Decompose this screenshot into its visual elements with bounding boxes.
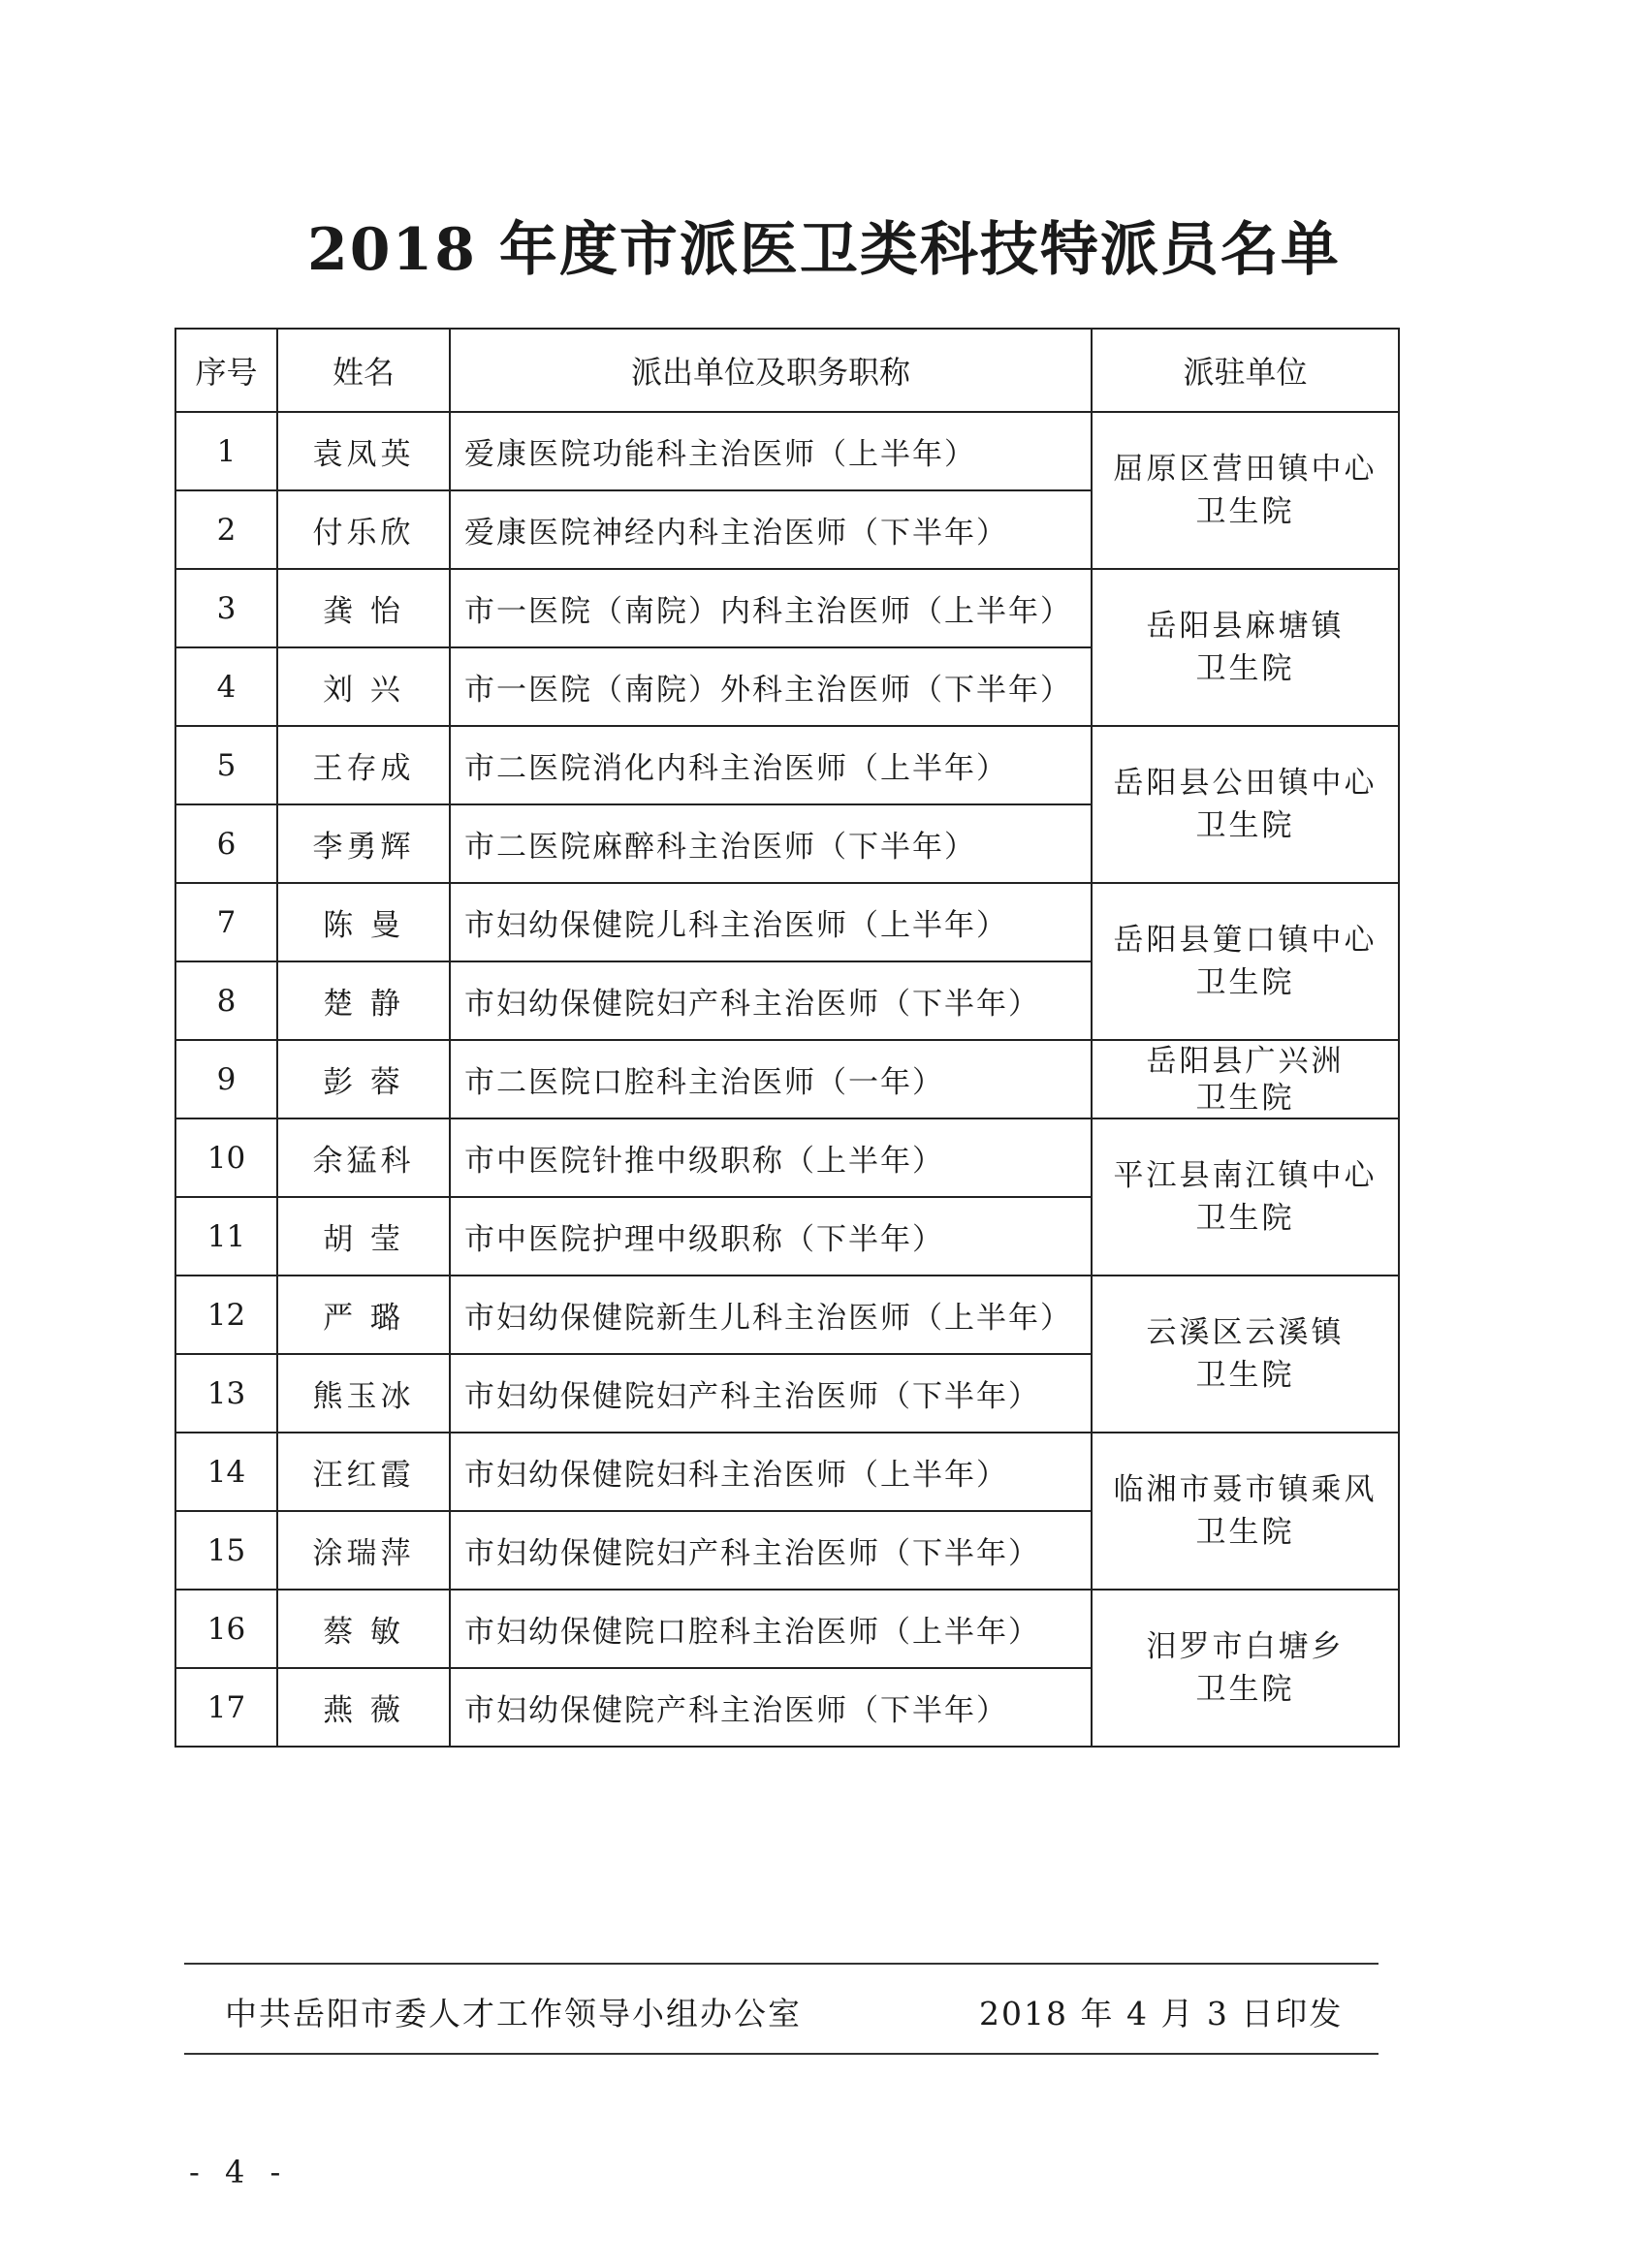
unit-cell: 市二医院消化内科主治医师（上半年）: [450, 726, 1092, 804]
unit-cell: 市妇幼保健院妇产科主治医师（下半年）: [450, 961, 1092, 1040]
footer-date: 2018 年 4 月 3 日印发: [979, 1995, 1344, 2032]
dest-cell: [1092, 726, 1399, 883]
seq-cell: 17: [175, 1668, 277, 1747]
dest-line2: 卫生院: [1195, 494, 1295, 529]
unit-cell: 市二医院口腔科主治医师（一年）: [450, 1040, 1092, 1118]
dest-cell: [1092, 1276, 1399, 1433]
table-row: [175, 1040, 1399, 1118]
table-header-row: [175, 329, 1399, 412]
dest-line2: 卫生院: [1195, 651, 1295, 686]
unit-cell: 市妇幼保健院产科主治医师（下半年）: [450, 1668, 1092, 1747]
dest-cell: [1092, 569, 1399, 726]
table-row: [175, 412, 1399, 490]
seq-cell: 8: [175, 961, 277, 1040]
name-cell: 彭 蓉: [277, 1040, 450, 1118]
dest-line2: 卫生院: [1195, 1672, 1295, 1707]
dest-line1: 岳阳县筻口镇中心: [1113, 923, 1378, 958]
unit-cell: 市妇幼保健院妇产科主治医师（下半年）: [450, 1354, 1092, 1433]
unit-cell: 市妇幼保健院儿科主治医师（上半年）: [450, 883, 1092, 961]
dest-cell: [1092, 1118, 1399, 1276]
unit-cell: 爱康医院神经内科主治医师（下半年）: [450, 490, 1092, 569]
dest-cell: [1092, 1433, 1399, 1590]
dest-line1: 云溪区云溪镇: [1146, 1315, 1345, 1350]
seq-cell: 12: [175, 1276, 277, 1354]
seq-cell: 2: [175, 490, 277, 569]
dest-line2: 卫生院: [1195, 1515, 1295, 1550]
table-row: [175, 1118, 1399, 1197]
name-cell: 余猛科: [277, 1118, 450, 1197]
table-row: [175, 883, 1399, 961]
dest-line2: 卫生院: [1195, 1358, 1295, 1393]
seq-cell: 10: [175, 1118, 277, 1197]
table-row: [175, 569, 1399, 647]
seq-cell: 11: [175, 1197, 277, 1276]
footer-issuer: 中共岳阳市委人才工作领导小组办公室: [225, 1995, 802, 2032]
unit-cell: 市妇幼保健院新生儿科主治医师（上半年）: [450, 1276, 1092, 1354]
name-cell: 袁凤英: [277, 412, 450, 490]
header-name: 姓名: [277, 329, 450, 412]
dest-line1: 平江县南江镇中心: [1113, 1158, 1378, 1193]
seq-cell: 7: [175, 883, 277, 961]
name-cell: 陈 曼: [277, 883, 450, 961]
unit-cell: 市二医院麻醉科主治医师（下半年）: [450, 804, 1092, 883]
unit-cell: 市中医院针推中级职称（上半年）: [450, 1118, 1092, 1197]
name-cell: 楚 静: [277, 961, 450, 1040]
roster-table: [174, 328, 1400, 1748]
seq-cell: 4: [175, 647, 277, 726]
dest-line1: 屈原区营田镇中心: [1113, 452, 1378, 487]
unit-cell: 市中医院护理中级职称（下半年）: [450, 1197, 1092, 1276]
name-cell: 李勇辉: [277, 804, 450, 883]
seq-cell: 5: [175, 726, 277, 804]
name-cell: 龚 怡: [277, 569, 450, 647]
unit-cell: 市妇幼保健院口腔科主治医师（上半年）: [450, 1590, 1092, 1668]
name-cell: 熊玉冰: [277, 1354, 450, 1433]
unit-cell: 市妇幼保健院妇产科主治医师（下半年）: [450, 1511, 1092, 1590]
name-cell: 燕 薇: [277, 1668, 450, 1747]
unit-cell: 市一医院（南院）外科主治医师（下半年）: [450, 647, 1092, 726]
dest-line1: 临湘市聂市镇乘风: [1113, 1472, 1378, 1507]
unit-cell: 市一医院（南院）内科主治医师（上半年）: [450, 569, 1092, 647]
dest-cell: [1092, 1590, 1399, 1747]
dest-line1: 岳阳县公田镇中心: [1113, 766, 1378, 801]
dest-line2: 卫生院: [1195, 1201, 1295, 1236]
name-cell: 汪红霞: [277, 1433, 450, 1511]
header-seq: 序号: [175, 329, 277, 412]
footer-bottom-rule: [184, 2053, 1379, 2055]
seq-cell: 6: [175, 804, 277, 883]
dest-line1: 汨罗市白塘乡: [1146, 1629, 1345, 1664]
name-cell: 严 璐: [277, 1276, 450, 1354]
document-title: 2018 年度市派医卫类科技特派员名单: [307, 216, 1341, 284]
dest-line1: 岳阳县广兴洲: [1146, 1043, 1345, 1079]
dest-cell: [1092, 883, 1399, 1040]
dest-cell: [1092, 412, 1399, 569]
dest-line2: 卫生院: [1195, 1080, 1295, 1116]
header-unit: 派出单位及职务职称: [450, 329, 1092, 412]
dest-line2: 卫生院: [1195, 808, 1295, 843]
table-row: [175, 1276, 1399, 1354]
name-cell: 胡 莹: [277, 1197, 450, 1276]
name-cell: 付乐欣: [277, 490, 450, 569]
header-dest: 派驻单位: [1092, 329, 1399, 412]
dest-line1: 岳阳县麻塘镇: [1146, 609, 1345, 644]
seq-cell: 3: [175, 569, 277, 647]
page-number: - 4 -: [189, 2154, 289, 2190]
name-cell: 王存成: [277, 726, 450, 804]
seq-cell: 14: [175, 1433, 277, 1511]
seq-cell: 1: [175, 412, 277, 490]
table-row: [175, 1433, 1399, 1511]
name-cell: 刘 兴: [277, 647, 450, 726]
name-cell: 蔡 敏: [277, 1590, 450, 1668]
unit-cell: 爱康医院功能科主治医师（上半年）: [450, 412, 1092, 490]
name-cell: 涂瑞萍: [277, 1511, 450, 1590]
table-row: [175, 1590, 1399, 1668]
seq-cell: 16: [175, 1590, 277, 1668]
seq-cell: 9: [175, 1040, 277, 1118]
unit-cell: 市妇幼保健院妇科主治医师（上半年）: [450, 1433, 1092, 1511]
table-row: [175, 726, 1399, 804]
dest-line2: 卫生院: [1195, 965, 1295, 1000]
dest-cell: [1092, 1040, 1399, 1118]
seq-cell: 13: [175, 1354, 277, 1433]
seq-cell: 15: [175, 1511, 277, 1590]
footer-top-rule: [184, 1963, 1379, 1965]
